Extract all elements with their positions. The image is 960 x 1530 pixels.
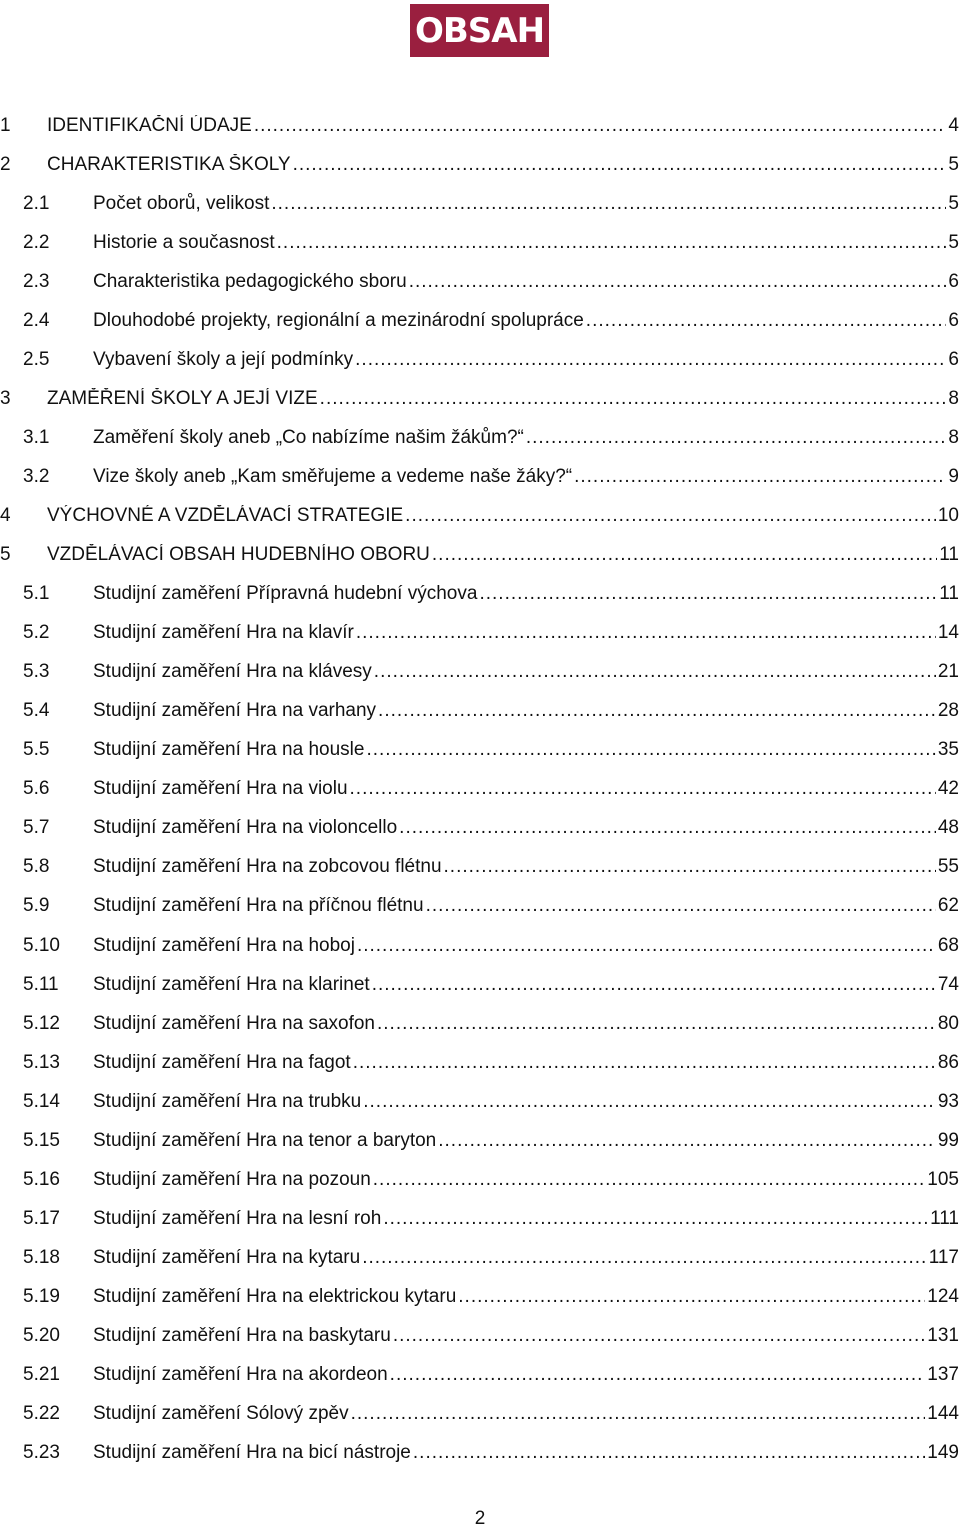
toc-entry-label: Studijní zaměření Hra na baskytaru <box>93 1324 391 1346</box>
dot-leader <box>362 1247 927 1269</box>
toc-entry-number: 5 <box>0 544 11 566</box>
dot-leader <box>271 193 946 215</box>
toc-entry[interactable] <box>0 848 960 887</box>
toc-entry-number: 2.2 <box>23 231 50 253</box>
toc-entry[interactable] <box>0 340 960 379</box>
toc-entry-page: 42 <box>937 778 959 800</box>
toc-entry-page: 131 <box>927 1324 959 1346</box>
toc-entry-label: Charakteristika pedagogického sboru <box>93 270 407 292</box>
toc-entry-label: Studijní zaměření Hra na elektrickou kytaru <box>93 1285 457 1307</box>
toc-entry-label: Studijní zaměření Hra na klarinet <box>93 973 370 995</box>
toc-entry-page: 11 <box>939 544 959 566</box>
toc-entry-label: Počet oborů, velikost <box>93 192 270 214</box>
toc-entry-number: 5.8 <box>23 856 50 878</box>
toc-entry-number: 5.5 <box>23 739 50 761</box>
toc-entry-page: 68 <box>937 934 959 956</box>
toc-entry-label: Studijní zaměření Sólový zpěv <box>93 1403 349 1425</box>
toc-entry-number: 1 <box>0 114 11 136</box>
table-of-contents <box>0 106 960 1473</box>
toc-entry-number: 5.1 <box>23 583 50 605</box>
toc-entry-number: 5.20 <box>23 1324 60 1346</box>
toc-entry[interactable] <box>0 1395 960 1434</box>
toc-entry-label: Studijní zaměření Hra na violu <box>93 778 348 800</box>
toc-entry[interactable] <box>0 457 960 496</box>
toc-entry[interactable] <box>0 106 960 145</box>
toc-entry-label: Studijní zaměření Hra na tenor a baryton <box>93 1129 437 1151</box>
toc-entry-page: 117 <box>928 1246 959 1268</box>
toc-entry-line <box>93 1013 960 1035</box>
dot-leader <box>458 1286 925 1308</box>
toc-entry-number: 5.17 <box>23 1207 60 1229</box>
toc-entry[interactable] <box>0 614 960 653</box>
toc-entry-number: 5.14 <box>23 1090 60 1112</box>
toc-entry-number: 2.3 <box>23 270 50 292</box>
toc-entry-line <box>93 466 960 488</box>
toc-entry-label: VZDĚLÁVACÍ OBSAH HUDEBNÍHO OBORU <box>47 544 430 566</box>
dot-leader <box>378 700 936 722</box>
toc-entry-number: 5.3 <box>23 661 50 683</box>
toc-entry[interactable] <box>0 262 960 301</box>
toc-entry-label: Studijní zaměření Hra na trubku <box>93 1090 362 1112</box>
toc-entry-label: Studijní zaměření Hra na zobcovou flétnu <box>93 856 442 878</box>
toc-entry-number: 5.7 <box>23 817 50 839</box>
toc-entry-line <box>47 544 960 566</box>
toc-entry-label: Studijní zaměření Hra na akordeon <box>93 1364 388 1386</box>
toc-entry-line <box>93 778 960 800</box>
dot-leader <box>372 974 936 996</box>
toc-entry-line <box>93 856 960 878</box>
toc-entry[interactable] <box>0 692 960 731</box>
toc-entry[interactable] <box>0 223 960 262</box>
toc-entry-line <box>93 1403 960 1425</box>
dot-leader <box>366 739 935 761</box>
toc-entry-number: 2.4 <box>23 309 50 331</box>
toc-entry-line <box>93 1130 960 1152</box>
toc-entry-number: 5.2 <box>23 622 50 644</box>
toc-entry-label: Studijní zaměření Hra na klavír <box>93 622 354 644</box>
dot-leader <box>586 310 947 332</box>
toc-entry-line <box>93 310 960 332</box>
toc-entry[interactable] <box>0 1316 960 1355</box>
toc-entry-page: 14 <box>937 622 959 644</box>
toc-entry-page: 35 <box>937 739 959 761</box>
toc-entry-label: Studijní zaměření Hra na saxofon <box>93 1012 375 1034</box>
toc-entry-page: 124 <box>927 1285 959 1307</box>
dot-leader <box>526 427 947 449</box>
toc-entry-number: 5.16 <box>23 1168 60 1190</box>
toc-entry-number: 5.11 <box>23 973 59 995</box>
toc-entry-number: 3.1 <box>23 426 50 448</box>
toc-entry-number: 5.21 <box>23 1364 60 1386</box>
toc-entry[interactable] <box>0 1238 960 1277</box>
toc-entry-label: Zaměření školy aneb „Co nabízíme našim žákům?“ <box>93 426 524 448</box>
toc-entry-label: Historie a současnost <box>93 231 275 253</box>
toc-entry-page: 6 <box>948 309 959 331</box>
toc-entry-line <box>93 817 960 839</box>
toc-entry-line <box>93 935 960 957</box>
toc-entry[interactable] <box>0 926 960 965</box>
toc-entry[interactable] <box>0 301 960 340</box>
toc-entry[interactable] <box>0 1434 960 1473</box>
dot-leader <box>363 1091 936 1113</box>
toc-entry[interactable] <box>0 1121 960 1160</box>
toc-entry-line <box>93 661 960 683</box>
dot-leader <box>357 935 936 957</box>
toc-entry-line <box>93 1169 960 1191</box>
toc-entry[interactable] <box>0 575 960 614</box>
dot-leader <box>373 1169 926 1191</box>
toc-entry-page: 105 <box>927 1168 959 1190</box>
toc-entry-page: 86 <box>937 1051 959 1073</box>
toc-entry-number: 5.22 <box>23 1403 60 1425</box>
dot-leader <box>574 466 946 488</box>
toc-entry-label: Studijní zaměření Hra na varhany <box>93 700 377 722</box>
dot-leader <box>413 1442 925 1464</box>
dot-leader <box>374 661 936 683</box>
toc-entry-line <box>93 739 960 761</box>
toc-entry[interactable] <box>0 1356 960 1395</box>
toc-entry-number: 5.23 <box>23 1442 60 1464</box>
toc-entry-page: 5 <box>948 192 959 214</box>
toc-entry[interactable] <box>0 1082 960 1121</box>
toc-entry-number: 5.19 <box>23 1285 60 1307</box>
toc-entry[interactable] <box>0 418 960 457</box>
toc-entry[interactable] <box>0 1277 960 1316</box>
toc-entry-page: 99 <box>937 1129 959 1151</box>
page-title: OBSAH <box>410 4 549 57</box>
toc-entry-label: IDENTIFIKAČNÍ ÚDAJE <box>47 114 252 136</box>
toc-entry-line <box>93 1364 960 1386</box>
toc-entry-line <box>93 583 960 605</box>
dot-leader <box>355 349 946 371</box>
toc-entry-page: 8 <box>948 387 959 409</box>
toc-entry-label: VÝCHOVNÉ A VZDĚLÁVACÍ STRATEGIE <box>47 504 404 526</box>
toc-entry-number: 2.1 <box>23 192 50 214</box>
toc-entry-page: 4 <box>948 114 959 136</box>
toc-entry-line <box>93 349 960 371</box>
toc-entry-page: 149 <box>927 1442 959 1464</box>
toc-entry-number: 5.9 <box>23 895 50 917</box>
toc-entry-label: CHARAKTERISTIKA ŠKOLY <box>47 153 291 175</box>
toc-entry-number: 5.18 <box>23 1246 60 1268</box>
toc-entry[interactable] <box>0 887 960 926</box>
toc-entry-page: 5 <box>948 231 959 253</box>
toc-entry-page: 48 <box>937 817 959 839</box>
toc-entry-number: 3 <box>0 387 11 409</box>
dot-leader <box>393 1325 925 1347</box>
toc-entry-page: 10 <box>937 504 959 526</box>
dot-leader <box>377 1013 936 1035</box>
toc-entry-label: Studijní zaměření Hra na kytaru <box>93 1246 361 1268</box>
dot-leader <box>356 622 936 644</box>
toc-entry[interactable] <box>0 1043 960 1082</box>
toc-entry-page: 74 <box>937 973 959 995</box>
toc-entry-label: Studijní zaměření Hra na fagot <box>93 1051 351 1073</box>
toc-entry[interactable] <box>0 770 960 809</box>
toc-entry-label: Studijní zaměření Hra na housle <box>93 739 365 761</box>
toc-entry-page: 6 <box>948 270 959 292</box>
toc-entry-number: 2.5 <box>23 348 50 370</box>
toc-entry-line <box>93 974 960 996</box>
toc-entry[interactable] <box>0 145 960 184</box>
toc-entry[interactable] <box>0 653 960 692</box>
dot-leader <box>432 544 937 566</box>
dot-leader <box>293 154 947 176</box>
toc-entry[interactable] <box>0 496 960 535</box>
toc-entry-line <box>93 193 960 215</box>
toc-entry-line <box>93 700 960 722</box>
toc-entry-line <box>93 622 960 644</box>
toc-entry-page: 80 <box>937 1012 959 1034</box>
toc-entry-label: Studijní zaměření Hra na příčnou flétnu <box>93 895 424 917</box>
dot-leader <box>390 1364 926 1386</box>
toc-entry-label: Dlouhodobé projekty, regionální a mezinárodní spolupráce <box>93 309 584 331</box>
toc-entry-number: 5.12 <box>23 1012 60 1034</box>
toc-entry-page: 9 <box>948 465 959 487</box>
toc-entry-line <box>47 505 960 527</box>
toc-entry-number: 5.6 <box>23 778 50 800</box>
dot-leader <box>353 1052 936 1074</box>
toc-entry-label: ZAMĚŘENÍ ŠKOLY A JEJÍ VIZE <box>47 387 318 409</box>
toc-entry-label: Studijní zaměření Hra na pozoun <box>93 1168 371 1190</box>
dot-leader <box>444 856 936 878</box>
toc-entry-number: 3.2 <box>23 465 50 487</box>
toc-entry-number: 5.15 <box>23 1129 60 1151</box>
dot-leader <box>277 232 947 254</box>
toc-entry-page: 5 <box>948 153 959 175</box>
toc-entry-page: 21 <box>937 661 959 683</box>
toc-entry-line <box>93 1325 960 1347</box>
toc-entry-number: 5.13 <box>23 1051 60 1073</box>
toc-entry-line <box>93 232 960 254</box>
toc-entry-page: 62 <box>937 895 959 917</box>
toc-entry-line <box>93 1091 960 1113</box>
toc-entry-label: Studijní zaměření Hra na klávesy <box>93 661 372 683</box>
toc-entry-line <box>47 115 960 137</box>
toc-entry-line <box>93 271 960 293</box>
toc-entry-line <box>93 1286 960 1308</box>
toc-entry[interactable] <box>0 379 960 418</box>
toc-entry-number: 2 <box>0 153 11 175</box>
toc-entry-page: 144 <box>927 1403 959 1425</box>
dot-leader <box>405 505 936 527</box>
toc-entry-label: Studijní zaměření Hra na lesní roh <box>93 1207 382 1229</box>
toc-entry-line <box>93 1052 960 1074</box>
toc-entry[interactable] <box>0 1160 960 1199</box>
toc-entry[interactable] <box>0 809 960 848</box>
toc-entry-label: Vybavení školy a její podmínky <box>93 348 354 370</box>
toc-entry-number: 5.4 <box>23 700 50 722</box>
toc-entry-page: 6 <box>948 348 959 370</box>
toc-entry[interactable] <box>0 1004 960 1043</box>
toc-entry-number: 4 <box>0 504 11 526</box>
toc-entry-line <box>47 388 960 410</box>
toc-entry-line <box>93 1442 960 1464</box>
dot-leader <box>383 1208 928 1230</box>
toc-entry-page: 28 <box>937 700 959 722</box>
toc-entry-page: 137 <box>927 1364 959 1386</box>
dot-leader <box>351 1403 926 1425</box>
toc-entry[interactable] <box>0 965 960 1004</box>
toc-entry-label: Studijní zaměření Hra na bicí nástroje <box>93 1442 411 1464</box>
toc-entry[interactable] <box>0 184 960 223</box>
dot-leader <box>320 388 947 410</box>
dot-leader <box>479 583 937 605</box>
dot-leader <box>254 115 947 137</box>
toc-entry-page: 8 <box>948 426 959 448</box>
dot-leader <box>399 817 936 839</box>
toc-entry-label: Studijní zaměření Hra na hoboj <box>93 934 355 956</box>
toc-entry-line <box>93 1247 960 1269</box>
toc-entry[interactable] <box>0 731 960 770</box>
toc-entry-label: Studijní zaměření Přípravná hudební výchova <box>93 583 478 605</box>
dot-leader <box>409 271 947 293</box>
toc-entry-page: 93 <box>937 1090 959 1112</box>
toc-entry-line <box>93 1208 960 1230</box>
toc-entry-line <box>47 154 960 176</box>
toc-entry-page: 55 <box>937 856 959 878</box>
dot-leader <box>426 895 936 917</box>
toc-entry[interactable] <box>0 1199 960 1238</box>
footer-page-number: 2 <box>474 1508 486 1529</box>
toc-entry-label: Vize školy aneb „Kam směřujeme a vedeme naše žáky?“ <box>93 465 573 487</box>
toc-entry-label: Studijní zaměření Hra na violoncello <box>93 817 398 839</box>
toc-entry-line <box>93 427 960 449</box>
toc-entry[interactable] <box>0 536 960 575</box>
dot-leader <box>438 1130 936 1152</box>
toc-entry-line <box>93 895 960 917</box>
toc-entry-number: 5.10 <box>23 934 60 956</box>
dot-leader <box>350 778 936 800</box>
toc-entry-page: 111 <box>930 1207 959 1229</box>
toc-entry-page: 11 <box>939 583 959 605</box>
